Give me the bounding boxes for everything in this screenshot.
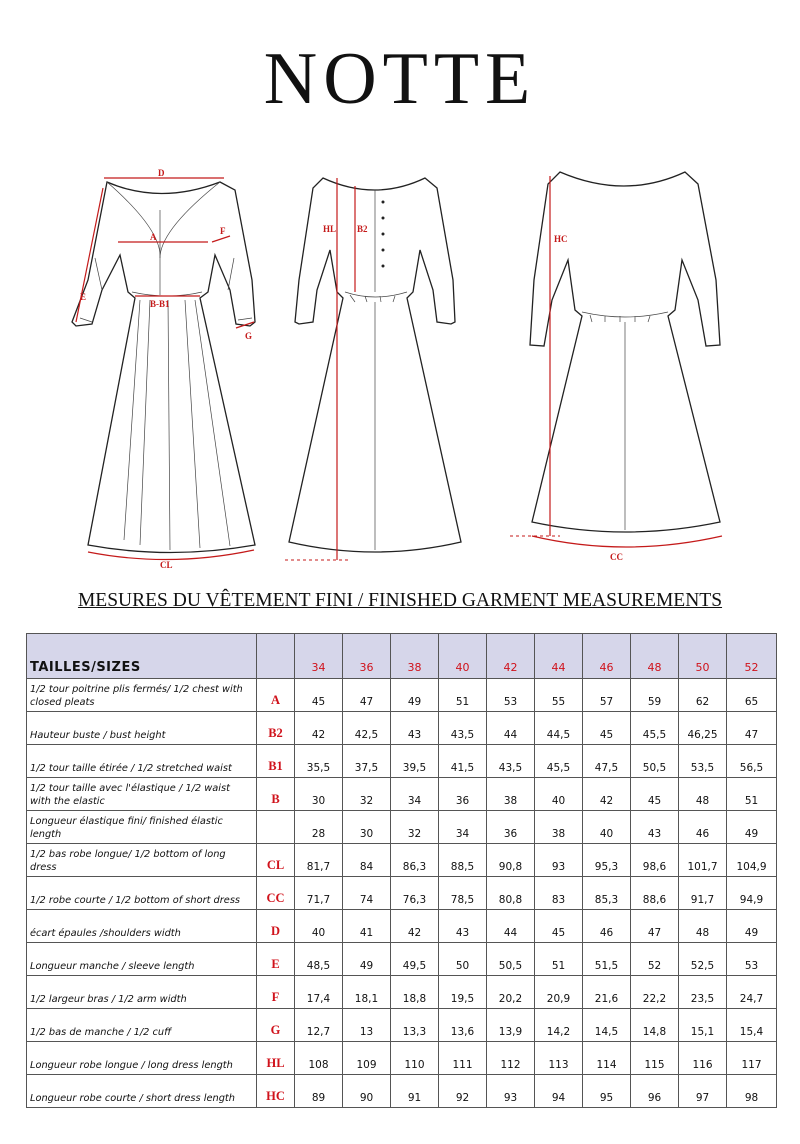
label-B2: B2 bbox=[357, 224, 368, 234]
measurement-value: 51 bbox=[535, 943, 583, 976]
measurement-value: 57 bbox=[583, 679, 631, 712]
measurement-value: 43,5 bbox=[439, 712, 487, 745]
size-header-cell: 48 bbox=[631, 634, 679, 679]
measurement-value: 28 bbox=[295, 811, 343, 844]
table-row bbox=[27, 745, 777, 778]
measurement-value: 51 bbox=[727, 778, 777, 811]
measurement-value: 113 bbox=[535, 1042, 583, 1075]
measurement-label: Hauteur buste / bust height bbox=[27, 712, 257, 745]
measurement-value: 43 bbox=[439, 910, 487, 943]
measurement-value: 30 bbox=[295, 778, 343, 811]
measurement-value: 35,5 bbox=[295, 745, 343, 778]
measurement-value: 49 bbox=[727, 910, 777, 943]
measurement-value: 19,5 bbox=[439, 976, 487, 1009]
measurement-value: 116 bbox=[679, 1042, 727, 1075]
measurement-label: Longueur robe courte / short dress length bbox=[27, 1075, 257, 1108]
measurement-value: 90,8 bbox=[487, 844, 535, 877]
measurement-code: E bbox=[257, 943, 295, 976]
table-row bbox=[27, 778, 777, 811]
measurement-value: 71,7 bbox=[295, 877, 343, 910]
measurement-value: 52,5 bbox=[679, 943, 727, 976]
measurement-value: 22,2 bbox=[631, 976, 679, 1009]
table-row bbox=[27, 679, 777, 712]
measurement-value: 23,5 bbox=[679, 976, 727, 1009]
measurement-value: 109 bbox=[343, 1042, 391, 1075]
measurement-label: 1/2 tour poitrine plis fermés/ 1/2 chest with closed pleats bbox=[27, 679, 257, 712]
measurement-value: 42 bbox=[295, 712, 343, 745]
measurement-label: Longueur manche / sleeve length bbox=[27, 943, 257, 976]
measurements-table bbox=[26, 633, 777, 1108]
measurement-value: 32 bbox=[391, 811, 439, 844]
measurement-value: 50,5 bbox=[631, 745, 679, 778]
measurement-code: G bbox=[257, 1009, 295, 1042]
measurement-value: 49 bbox=[391, 679, 439, 712]
measurement-value: 45 bbox=[631, 778, 679, 811]
measurement-value: 46,25 bbox=[679, 712, 727, 745]
back-long-dress-drawing bbox=[285, 178, 461, 560]
measurement-value: 43,5 bbox=[487, 745, 535, 778]
measurement-value: 40 bbox=[583, 811, 631, 844]
measurement-value: 49 bbox=[343, 943, 391, 976]
measurement-label: 1/2 bas de manche / 1/2 cuff bbox=[27, 1009, 257, 1042]
measurement-value: 53,5 bbox=[679, 745, 727, 778]
measurement-label: 1/2 robe courte / 1/2 bottom of short dress bbox=[27, 877, 257, 910]
measurement-value: 46 bbox=[679, 811, 727, 844]
label-D: D bbox=[158, 168, 165, 178]
size-header-cell: 38 bbox=[391, 634, 439, 679]
measurement-value: 94 bbox=[535, 1075, 583, 1108]
label-HC: HC bbox=[554, 234, 568, 244]
measurement-value: 34 bbox=[391, 778, 439, 811]
measurement-value: 65 bbox=[727, 679, 777, 712]
measurement-value: 13,9 bbox=[487, 1009, 535, 1042]
measurement-value: 48 bbox=[679, 910, 727, 943]
measurement-value: 74 bbox=[343, 877, 391, 910]
table-header-row bbox=[27, 634, 777, 679]
measurement-value: 89 bbox=[295, 1075, 343, 1108]
measurement-value: 18,1 bbox=[343, 976, 391, 1009]
measurement-code bbox=[257, 811, 295, 844]
measurement-value: 62 bbox=[679, 679, 727, 712]
measurement-value: 45 bbox=[583, 712, 631, 745]
measurement-value: 93 bbox=[535, 844, 583, 877]
measurement-value: 49 bbox=[727, 811, 777, 844]
measurement-value: 112 bbox=[487, 1042, 535, 1075]
measurement-value: 13,3 bbox=[391, 1009, 439, 1042]
measurement-value: 53 bbox=[487, 679, 535, 712]
measurement-value: 45,5 bbox=[535, 745, 583, 778]
measurement-code: B2 bbox=[257, 712, 295, 745]
label-A: A bbox=[150, 232, 157, 242]
measurement-value: 14,8 bbox=[631, 1009, 679, 1042]
measurement-value: 86,3 bbox=[391, 844, 439, 877]
back-short-dress-drawing bbox=[510, 172, 722, 562]
measurement-value: 51,5 bbox=[583, 943, 631, 976]
measurement-value: 15,4 bbox=[727, 1009, 777, 1042]
measurement-value: 114 bbox=[583, 1042, 631, 1075]
measurement-value: 36 bbox=[439, 778, 487, 811]
measurement-value: 52 bbox=[631, 943, 679, 976]
measurement-value: 45,5 bbox=[631, 712, 679, 745]
measurement-value: 51 bbox=[439, 679, 487, 712]
measurement-code: CL bbox=[257, 844, 295, 877]
size-header-cell: 34 bbox=[295, 634, 343, 679]
measurement-value: 34 bbox=[439, 811, 487, 844]
measurement-value: 104,9 bbox=[727, 844, 777, 877]
garment-technical-drawings bbox=[40, 150, 760, 580]
measurements-subtitle: MESURES DU VÊTEMENT FINI / FINISHED GARMENT MEASUREMENTS bbox=[77, 590, 723, 611]
measurement-value: 40 bbox=[535, 778, 583, 811]
measurement-value: 48 bbox=[679, 778, 727, 811]
measurement-value: 14,5 bbox=[583, 1009, 631, 1042]
measurement-code: A bbox=[257, 679, 295, 712]
measurement-value: 43 bbox=[631, 811, 679, 844]
measurement-value: 46 bbox=[583, 910, 631, 943]
table-row bbox=[27, 1042, 777, 1075]
label-F: F bbox=[220, 226, 226, 236]
measurement-value: 40 bbox=[295, 910, 343, 943]
measurement-value: 43 bbox=[391, 712, 439, 745]
size-header-cell: 44 bbox=[535, 634, 583, 679]
label-HL: HL bbox=[323, 224, 337, 234]
measurement-label: Longueur élastique fini/ finished élastic length bbox=[27, 811, 257, 844]
measurement-value: 48,5 bbox=[295, 943, 343, 976]
label-G: G bbox=[245, 331, 253, 341]
table-row bbox=[27, 943, 777, 976]
measurement-value: 88,6 bbox=[631, 877, 679, 910]
measurement-value: 101,7 bbox=[679, 844, 727, 877]
measurement-value: 24,7 bbox=[727, 976, 777, 1009]
size-header-cell: 50 bbox=[679, 634, 727, 679]
measurement-value: 37,5 bbox=[343, 745, 391, 778]
measurement-value: 56,5 bbox=[727, 745, 777, 778]
measurement-code: F bbox=[257, 976, 295, 1009]
measurement-label: 1/2 tour taille avec l'élastique / 1/2 waist with the elastic bbox=[27, 778, 257, 811]
measurement-value: 111 bbox=[439, 1042, 487, 1075]
measurement-label: 1/2 tour taille étirée / 1/2 stretched waist bbox=[27, 745, 257, 778]
measurement-value: 90 bbox=[343, 1075, 391, 1108]
measurement-value: 84 bbox=[343, 844, 391, 877]
measurement-value: 42,5 bbox=[343, 712, 391, 745]
measurement-value: 50,5 bbox=[487, 943, 535, 976]
measurement-value: 20,2 bbox=[487, 976, 535, 1009]
measurement-value: 110 bbox=[391, 1042, 439, 1075]
table-row bbox=[27, 877, 777, 910]
measurement-value: 59 bbox=[631, 679, 679, 712]
measurement-value: 17,4 bbox=[295, 976, 343, 1009]
measurement-value: 81,7 bbox=[295, 844, 343, 877]
code-header bbox=[257, 634, 295, 679]
measurement-value: 42 bbox=[391, 910, 439, 943]
measurement-value: 45 bbox=[295, 679, 343, 712]
measurement-label: écart épaules /shoulders width bbox=[27, 910, 257, 943]
measurement-value: 47 bbox=[631, 910, 679, 943]
measurement-value: 32 bbox=[343, 778, 391, 811]
measurement-value: 108 bbox=[295, 1042, 343, 1075]
measurement-value: 44 bbox=[487, 910, 535, 943]
measurement-value: 91 bbox=[391, 1075, 439, 1108]
measurement-value: 44 bbox=[487, 712, 535, 745]
measurement-label: 1/2 largeur bras / 1/2 arm width bbox=[27, 976, 257, 1009]
size-header-cell: 52 bbox=[727, 634, 777, 679]
measurement-value: 39,5 bbox=[391, 745, 439, 778]
measurement-value: 98 bbox=[727, 1075, 777, 1108]
measurement-value: 47,5 bbox=[583, 745, 631, 778]
table-row bbox=[27, 910, 777, 943]
size-header-cell: 42 bbox=[487, 634, 535, 679]
measurement-value: 47 bbox=[727, 712, 777, 745]
label-CC: CC bbox=[610, 552, 623, 562]
measurement-value: 20,9 bbox=[535, 976, 583, 1009]
measurement-value: 53 bbox=[727, 943, 777, 976]
measurement-value: 85,3 bbox=[583, 877, 631, 910]
measurement-value: 91,7 bbox=[679, 877, 727, 910]
measurement-value: 95,3 bbox=[583, 844, 631, 877]
measurement-value: 38 bbox=[487, 778, 535, 811]
measurement-value: 21,6 bbox=[583, 976, 631, 1009]
measurement-value: 76,3 bbox=[391, 877, 439, 910]
measurement-value: 41 bbox=[343, 910, 391, 943]
measurement-value: 18,8 bbox=[391, 976, 439, 1009]
measurement-code: HL bbox=[257, 1042, 295, 1075]
measurement-value: 49,5 bbox=[391, 943, 439, 976]
measurement-value: 45 bbox=[535, 910, 583, 943]
measurement-value: 12,7 bbox=[295, 1009, 343, 1042]
measurement-value: 92 bbox=[439, 1075, 487, 1108]
measurement-value: 13,6 bbox=[439, 1009, 487, 1042]
measurement-value: 47 bbox=[343, 679, 391, 712]
table-row bbox=[27, 712, 777, 745]
size-header-cell: 46 bbox=[583, 634, 631, 679]
measurement-code: B1 bbox=[257, 745, 295, 778]
measurement-value: 55 bbox=[535, 679, 583, 712]
size-header-cell: 40 bbox=[439, 634, 487, 679]
brand-title: NOTTE bbox=[263, 38, 537, 120]
table-row bbox=[27, 844, 777, 877]
table-row bbox=[27, 976, 777, 1009]
measurement-value: 93 bbox=[487, 1075, 535, 1108]
sizes-header: TAILLES/SIZES bbox=[27, 634, 257, 679]
measurement-value: 78,5 bbox=[439, 877, 487, 910]
label-CL: CL bbox=[160, 560, 173, 570]
measurement-value: 80,8 bbox=[487, 877, 535, 910]
measurement-code: CC bbox=[257, 877, 295, 910]
measurement-value: 83 bbox=[535, 877, 583, 910]
measurement-value: 41,5 bbox=[439, 745, 487, 778]
measurement-value: 97 bbox=[679, 1075, 727, 1108]
measurement-code: HC bbox=[257, 1075, 295, 1108]
measurement-value: 117 bbox=[727, 1042, 777, 1075]
measurement-label: 1/2 bas robe longue/ 1/2 bottom of long dress bbox=[27, 844, 257, 877]
measurement-code: B bbox=[257, 778, 295, 811]
measurement-value: 98,6 bbox=[631, 844, 679, 877]
measurement-value: 94,9 bbox=[727, 877, 777, 910]
table-row bbox=[27, 811, 777, 844]
label-BB1: B-B1 bbox=[150, 299, 170, 309]
measurement-label: Longueur robe longue / long dress length bbox=[27, 1042, 257, 1075]
measurement-value: 96 bbox=[631, 1075, 679, 1108]
measurement-value: 30 bbox=[343, 811, 391, 844]
measurement-value: 15,1 bbox=[679, 1009, 727, 1042]
front-long-dress-drawing bbox=[72, 168, 255, 570]
measurement-value: 44,5 bbox=[535, 712, 583, 745]
measurement-value: 14,2 bbox=[535, 1009, 583, 1042]
measurement-value: 13 bbox=[343, 1009, 391, 1042]
measurement-value: 38 bbox=[535, 811, 583, 844]
measurement-code: D bbox=[257, 910, 295, 943]
measurement-value: 88,5 bbox=[439, 844, 487, 877]
label-E: E bbox=[80, 292, 87, 302]
measurement-value: 50 bbox=[439, 943, 487, 976]
table-row bbox=[27, 1009, 777, 1042]
measurement-value: 95 bbox=[583, 1075, 631, 1108]
table-row bbox=[27, 1075, 777, 1108]
size-header-cell: 36 bbox=[343, 634, 391, 679]
measurement-value: 36 bbox=[487, 811, 535, 844]
measurement-value: 115 bbox=[631, 1042, 679, 1075]
measurement-value: 42 bbox=[583, 778, 631, 811]
